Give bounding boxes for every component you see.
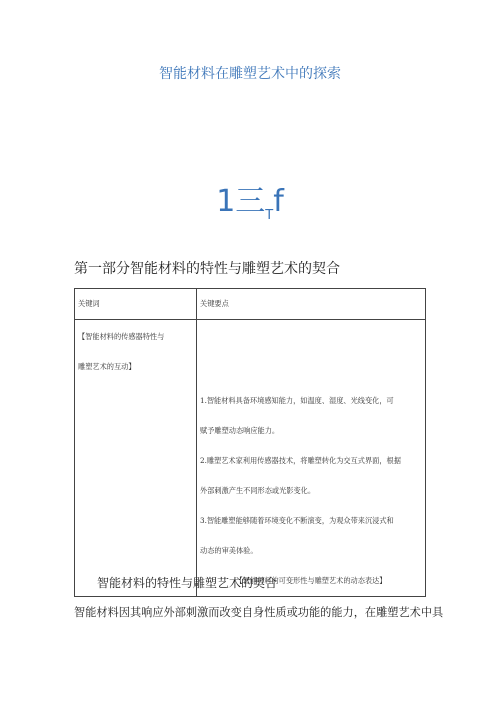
logo-mark — [0, 176, 500, 223]
key-point-line: 3.智能雕塑能够随着环境变化不断演变，为观众带来沉浸式和 — [200, 516, 394, 525]
key-point-line: 赋予雕塑动态响应能力。 — [200, 426, 280, 435]
keyword-line: 雕塑艺术的互动】 — [78, 362, 136, 371]
next-keyword: 【智能材料的可变形性与雕塑艺术的动态表达】 — [235, 576, 387, 585]
body-paragraph: 智能材料因其响应外部刺激而改变自身性质或功能的能力，在雕塑艺术中具 — [74, 606, 444, 619]
keyword-line: 【智能材料的传感器特性与 — [78, 332, 165, 341]
keyword-cell — [75, 320, 197, 597]
table-row — [75, 320, 426, 597]
logo-main-text: 1三 — [216, 184, 266, 219]
key-point-line: 外部刺激产生不同形态或光影变化。 — [200, 486, 316, 495]
header-keyword: 关键词 — [75, 289, 197, 320]
header-key-points: 关键要点 — [197, 289, 426, 320]
key-point-line: 动态的审美体验。 — [200, 546, 258, 555]
document-title: 智能材料在雕塑艺术中的探索 — [159, 66, 341, 82]
body-subheading: 智能材料的特性与雕塑艺术的契合 — [97, 576, 278, 590]
key-point-line: 2.雕塑艺术家利用传感器技术，将雕塑转化为交互式界面，根据 — [200, 456, 401, 465]
key-points-cell — [197, 320, 426, 597]
logo-tail-text: f — [273, 184, 284, 219]
logo-sub-text: T — [265, 208, 274, 223]
key-points-table — [74, 288, 426, 597]
key-point-line: 1.智能材料具备环境感知能力，如温度、湿度、光线变化，可 — [200, 396, 394, 405]
table-header-row — [75, 289, 426, 320]
section-heading: 第一部分智能材料的特性与雕塑艺术的契合 — [74, 261, 340, 277]
